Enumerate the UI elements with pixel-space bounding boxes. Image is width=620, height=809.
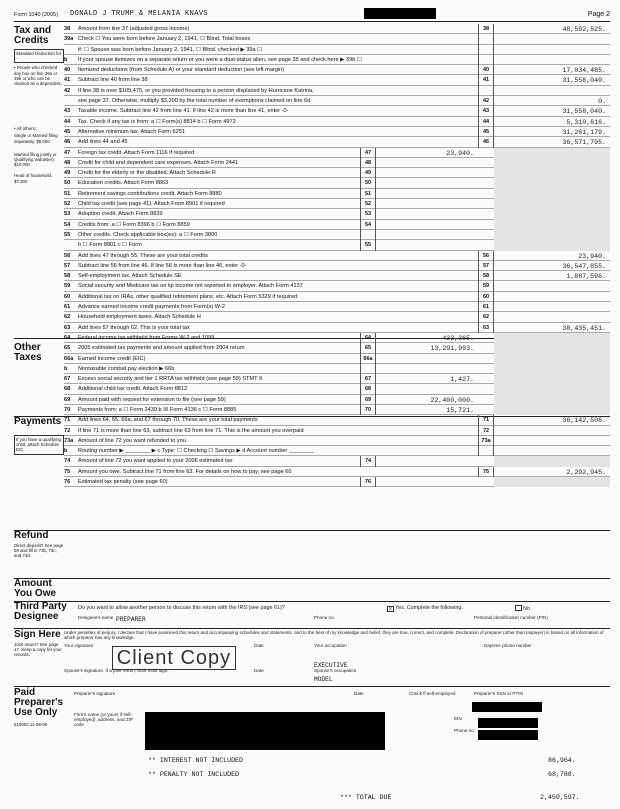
section-tax-credits: [14, 26, 64, 184]
redacted-ptin: [472, 702, 542, 712]
form-line: [64, 75, 610, 85]
mid-box-amount[interactable]: 13,291,993.: [430, 345, 474, 353]
right-box-amount[interactable]: 23,940.: [578, 252, 606, 260]
line-description: b ☐ Form 8801 c ☐ Form: [78, 242, 142, 249]
form-line: [64, 220, 610, 230]
total-due-value: 2,450,597.: [540, 794, 580, 801]
divider: [14, 601, 610, 602]
line-number: 60: [64, 293, 71, 300]
interest-note: ** INTEREST NOT INCLUDED: [148, 757, 243, 764]
mid-box-number: 51: [360, 189, 376, 199]
line-number: 74: [64, 458, 71, 465]
daytime-phone-label: Daytime phone number: [484, 643, 532, 648]
line-description: Payments from: a ☐ Form 2439 b ☒ Form 4136 c ☐ Form 8885: [78, 406, 237, 413]
right-box-number: 46: [478, 137, 494, 147]
line-items: [64, 24, 610, 487]
shaded-cell: [494, 395, 610, 405]
spouse-date-label: Date: [254, 668, 264, 673]
occupation-value: EXECUTIVE: [314, 662, 348, 669]
line-number: 72: [64, 427, 71, 434]
mid-box-number: [360, 230, 376, 240]
right-box-number: 42: [478, 96, 494, 106]
line-number: 75: [64, 468, 71, 475]
right-box-number: 56: [478, 251, 494, 261]
designee-name-label: Designee's name: [78, 615, 114, 620]
line-description: Taxable income. Subtract line 42 from line 41. If line 42 is more than line 41, enter -0-: [78, 108, 289, 115]
line-description: Additional tax on IRAs, other qualified retirement plans, etc. Attach Form 5329 if required: [78, 293, 298, 300]
designee-yes-text: Yes. Complete the following.: [395, 605, 463, 611]
form-line: [64, 65, 610, 75]
ptin-label: Preparer's SSN or PTIN: [474, 691, 523, 696]
form-line: [64, 364, 610, 374]
section-title: Amount You Owe: [14, 578, 57, 599]
line-description: Adoption credit. Attach Form 8839: [78, 211, 163, 218]
spouse-signature-label: Spouse's signature. If a joint return, both must sign.: [64, 668, 169, 673]
right-box-amount[interactable]: 0.: [598, 98, 606, 106]
redacted-phone: [478, 730, 538, 740]
form-line: [64, 456, 610, 466]
line-number: b: [64, 365, 68, 372]
line-description: Credit for child and dependent care expenses. Attach Form 2441: [78, 159, 239, 166]
section-title: Third Party Designee: [14, 601, 67, 622]
designee-name-value: PREPARER: [116, 616, 146, 623]
preparer-date-label: Date: [354, 691, 364, 696]
form-line: [64, 158, 610, 168]
form-line: [64, 24, 610, 34]
line-description: Household employment taxes. Attach Schedule H: [78, 314, 201, 321]
section-title: Sign Here: [14, 629, 61, 640]
form-line: [64, 45, 610, 55]
line-number: 39a: [64, 36, 74, 43]
line-number: 68: [64, 386, 71, 393]
line-description: Subtract line 40 from line 38: [78, 77, 148, 84]
mid-box-number: 64: [360, 333, 376, 343]
form-line: [64, 199, 610, 209]
checkbox-no[interactable]: [515, 605, 522, 611]
line-description: Estimated tax penalty (see page 60): [78, 479, 168, 486]
section-title: Refund: [14, 530, 49, 541]
spouse-occupation-value: MODEL: [314, 676, 333, 683]
right-box-amount[interactable]: 31,261,179.: [562, 128, 606, 136]
shaded-cell: [494, 199, 610, 209]
form-line: [64, 261, 610, 271]
line-number: 52: [64, 201, 71, 208]
eic-note: If you have a qualifying child, attach Schedule EIC.: [14, 435, 64, 455]
preparer-signature-label: Preparer's signature: [74, 691, 116, 696]
line-description: Excess social security and tier 1 RRTA tax withheld (see page 59) STMT 9: [78, 376, 263, 383]
line-description: Add lines 47 through 55. These are your total credits: [78, 252, 208, 259]
form-line: [64, 405, 610, 415]
penalty-note: ** PENALTY NOT INCLUDED: [148, 771, 240, 778]
line-description: Itemized deductions (from Schedule A) or your standard deduction (see left margin): [78, 67, 285, 74]
line-number: 69: [64, 396, 71, 403]
line-description: if: ☐ Spouse was born before January 2, 1941, ☐ Blind. checked ▶ 39a ☐: [78, 46, 263, 53]
mid-box-number: 50: [360, 178, 376, 188]
right-box-number: [478, 55, 494, 65]
shaded-cell: [494, 189, 610, 199]
line-description: Check ☐ You were born before January 2, 1941, ☐ Blind. Total boxes: [78, 36, 251, 43]
line-description: Credits from: a ☐ Form 8396 b ☐ Form 8859: [78, 221, 190, 228]
line-description: Other credits. Check applicable box(es): a ☐ Form 3800: [78, 231, 218, 238]
pin-label: Personal identification number (PIN): [474, 615, 548, 620]
designee-no-option[interactable]: [514, 605, 530, 612]
line-description: Add lines 57 through 62. This is your total tax: [78, 324, 190, 331]
divider: [14, 628, 610, 629]
right-box-number: 60: [478, 292, 494, 302]
shaded-cell: [494, 240, 610, 250]
direct-deposit-note: Direct deposit? See page 59 and fill in 73b, 73c, and 73d.: [14, 543, 64, 559]
line-number: 70: [64, 406, 71, 413]
redacted-ein: [478, 718, 538, 728]
line-description: If your spouse itemizes on a separate return or you were a dual-status alien, see page 35 and check here ▶ 39b ☐: [78, 56, 362, 63]
line-number: 58: [64, 273, 71, 280]
right-box-number: 71: [478, 415, 494, 425]
line-description: Routing number ▶ ________ ▶ c Type: ☐ Checking ☐ Savings ▶ d Account number ________: [78, 448, 314, 455]
designee-yes-option[interactable]: [386, 605, 463, 612]
form-line: [64, 148, 610, 158]
line-number: 59: [64, 283, 71, 290]
mid-box-number: 54: [360, 220, 376, 230]
all-others-label: • All others:: [14, 126, 37, 132]
line-description: Earned income credit (EIC): [78, 355, 146, 362]
penalty-value: 68,788.: [548, 771, 576, 778]
right-box-number: [478, 34, 494, 44]
section-payments: [14, 417, 64, 455]
form-line: [64, 354, 610, 364]
line-description: Social security and Medicare tax on tip income not reported to employer. Attach Form 4137: [78, 283, 303, 290]
right-box-number: 57: [478, 261, 494, 271]
third-party-area: [64, 604, 610, 628]
line-number: 41: [64, 77, 71, 84]
shaded-cell: [494, 364, 610, 374]
form-line: [64, 323, 610, 333]
line-number: 71: [64, 417, 71, 424]
mid-box-number: 55: [360, 240, 376, 250]
mid-box-number: [360, 364, 376, 374]
mid-box-number: 49: [360, 168, 376, 178]
line-description: Add lines 64, 65, 66a, and 67 through 70. These are your total payments: [78, 417, 258, 424]
form-line: [64, 168, 610, 178]
line-number: 53: [64, 211, 71, 218]
date-label: Date: [254, 643, 264, 648]
right-box-number: 61: [478, 302, 494, 312]
line-description: Add lines 44 and 45: [78, 139, 128, 146]
form-line: [64, 374, 610, 384]
mid-box-number: 48: [360, 158, 376, 168]
line-number: 51: [64, 190, 71, 197]
mid-box-number: 66a: [360, 354, 376, 364]
form-line: [64, 240, 610, 250]
mid-box-amount[interactable]: 433,365.: [442, 334, 474, 342]
right-box-number: 44: [478, 117, 494, 127]
form-line: [64, 384, 610, 394]
shaded-cell: [494, 178, 610, 188]
form-line: [64, 343, 610, 353]
right-box-number: 75: [478, 467, 494, 477]
self-employed-label: Check if self-employed: [409, 691, 456, 696]
your-signature-label: Your signature: [64, 643, 94, 648]
line-description: Education credits. Attach Form 8863: [78, 180, 169, 187]
right-box-amount[interactable]: 38,435,451.: [562, 324, 606, 332]
section-title: Tax and Credits: [14, 25, 52, 46]
mid-box-number: 67: [360, 374, 376, 384]
shaded-cell: [494, 374, 610, 384]
line-number: 40: [64, 67, 71, 74]
right-box-amount[interactable]: 36,547,855.: [562, 262, 606, 270]
section-refund: [14, 531, 64, 559]
interest-value: 86,964.: [548, 757, 576, 764]
right-box-amount[interactable]: 17,034,485.: [562, 67, 606, 75]
form-line: [64, 312, 610, 322]
checkbox-yes[interactable]: x: [387, 606, 394, 612]
right-box-number: [478, 446, 494, 456]
section-title: Other Taxes: [14, 342, 42, 363]
right-box-amount[interactable]: 2,292,945.: [566, 468, 606, 476]
form-line: [64, 271, 610, 281]
line-number: 43: [64, 108, 71, 115]
right-box-number: 62: [478, 312, 494, 322]
line-number: 61: [64, 304, 71, 311]
line-description: Subtract line 56 from line 46. If line 56 is more than line 46, enter -0-: [78, 262, 247, 269]
phone-no-label: Phone no.: [454, 728, 475, 733]
right-box-number: 73a: [478, 436, 494, 446]
line-number: 76: [64, 479, 71, 486]
line-number: 54: [64, 221, 71, 228]
line-description: Credit for the elderly or the disabled. Attach Schedule R: [78, 170, 216, 177]
mid-box-number: 47: [360, 148, 376, 158]
form-line: [64, 189, 610, 199]
mid-box-number: 74: [360, 456, 376, 466]
form-line: [64, 292, 610, 302]
line-number: 49: [64, 170, 71, 177]
line-description: If line 38 is over $109,475, or you provided housing to a person displaced by Hurricane Katrina,: [78, 87, 314, 94]
form-line: [64, 137, 610, 147]
mid-box-number: 70: [360, 405, 376, 415]
line-number: 44: [64, 118, 71, 125]
right-box-number: [478, 86, 494, 96]
mid-box-number: 53: [360, 209, 376, 219]
section-amount-owe: [14, 579, 64, 599]
line-description: 2005 estimated tax payments and amount applied from 2004 return: [78, 345, 245, 352]
mid-box-amount[interactable]: 23,940.: [446, 149, 474, 157]
mid-box-amount[interactable]: 15,721.: [446, 406, 474, 414]
mid-box-number: 69: [360, 395, 376, 405]
right-box-amount[interactable]: 31,558,040.: [562, 77, 606, 85]
line-number: 38: [64, 26, 71, 32]
occupation-label: Your occupation: [314, 643, 347, 648]
form-line: [64, 436, 610, 446]
right-box-number: 45: [478, 127, 494, 137]
line-description: Nontaxable combat pay election ▶ 66b: [78, 365, 175, 372]
line-number: 56: [64, 252, 71, 259]
mid-box-number: 65: [360, 343, 376, 353]
designee-no-text: No: [523, 606, 530, 612]
line-description: Self-employment tax. Attach Schedule SE: [78, 273, 182, 280]
divider: [14, 578, 610, 579]
hoh-amount: Head of household, $7,300: [14, 173, 53, 184]
form-line: [64, 106, 610, 116]
mid-box-number: 68: [360, 384, 376, 394]
mid-box-amount[interactable]: 1,427.: [450, 376, 474, 384]
shaded-cell: [494, 384, 610, 394]
line-description: Child tax credit (see page 41). Attach Form 8901 if required: [78, 201, 225, 208]
line-number: 65: [64, 345, 71, 352]
form-line: [64, 467, 610, 477]
shaded-cell: [494, 220, 610, 230]
line-description: Amount of line 72 you want refunded to you: [78, 437, 186, 444]
form-header: [14, 8, 610, 22]
line-number: 55: [64, 231, 71, 238]
form-line: [64, 96, 610, 106]
right-box-number: 63: [478, 323, 494, 333]
line-number: 67: [64, 376, 71, 383]
right-box-number: 58: [478, 271, 494, 281]
line-description: Advance earned income credit payments from Form(s) W-2: [78, 304, 225, 311]
shaded-cell: [494, 456, 610, 466]
line-number: 50: [64, 180, 71, 187]
line-number: 48: [64, 159, 71, 166]
mid-box-number: 76: [360, 477, 376, 487]
perjury-statement: Under penalties of perjury, I declare that I have examined this return and accompanying schedules and statements, and to the best of my knowledge and belief, they are true, correct, and complete. Declaration of preparer (other than taxpayer) is based on all information of which preparer has any knowledge.: [64, 630, 604, 640]
line-description: Tax. Check if any tax is from: a ☐ Form(s) 8814 b ☐ Form 4972: [78, 118, 236, 125]
line-description: see page 37. Otherwise, multiply $3,200 by the total number of exemptions claimed on line 6d: [78, 98, 311, 105]
form-line: [64, 333, 610, 343]
shaded-cell: [494, 209, 610, 219]
form-line: [64, 251, 610, 261]
right-box-number: 59: [478, 281, 494, 291]
right-box-number: 72: [478, 426, 494, 436]
form-line: [64, 395, 610, 405]
phone-label: Phone no.: [314, 615, 335, 620]
right-box-amount[interactable]: 1,887,596.: [566, 273, 606, 281]
form-line: [64, 426, 610, 436]
total-due-label: *** TOTAL DUE: [340, 794, 392, 801]
shaded-cell: [494, 158, 610, 168]
spouse-occupation-label: Spouse's occupation: [314, 668, 357, 673]
std-deduction-note: • People who checked any box on line 39a or 39b or who can be claimed as a dependent,: [14, 65, 62, 87]
right-box-number: 43: [478, 106, 494, 116]
shaded-cell: [494, 333, 610, 343]
section-sign-here: [14, 630, 64, 658]
shaded-cell: [494, 230, 610, 240]
line-number: 62: [64, 314, 71, 321]
line-number: b: [64, 448, 68, 455]
taxpayer-names: DONALD J TRUMP & MELANIA KNAVS: [70, 10, 209, 18]
ein-label: EIN: [454, 716, 462, 721]
line-description: Federal income tax withheld from Forms W-2 and 1099: [78, 334, 215, 341]
form-line: [64, 55, 610, 65]
line-number: 47: [64, 149, 71, 156]
right-box-number: 41: [478, 75, 494, 85]
line-number: 66a: [64, 355, 74, 362]
form-line: [64, 302, 610, 312]
form-line: [64, 178, 610, 188]
form-line: [64, 34, 610, 44]
line-number: 46: [64, 139, 71, 146]
client-copy-stamp: Client Copy: [112, 646, 236, 670]
right-box-number: [478, 45, 494, 55]
form-line: [64, 415, 610, 425]
line-description: Amount you owe. Subtract line 71 from line 63. For details on how to pay, see page 60: [78, 468, 292, 475]
section-title: Paid Preparer's Use Only: [14, 687, 64, 718]
line-description: Retirement savings contributions credit. Attach Form 8880: [78, 190, 222, 197]
form-number: Form 1040 (2005): [14, 12, 59, 18]
line-number: 42: [64, 87, 71, 94]
form-line: [64, 86, 610, 96]
line-number: b: [64, 56, 68, 63]
std-deduction-label: Standard Deduction for -: [14, 49, 64, 63]
line-number: 57: [64, 262, 71, 269]
mfj-amount: Married filing jointly or Qualifying widow(er), $10,000: [14, 151, 57, 168]
firm-label: Firm's name (or yours if self-employed), address, and ZIP code: [74, 712, 133, 728]
section-title: Payments: [14, 416, 62, 427]
right-box-amount[interactable]: 5,310,616.: [566, 118, 606, 126]
right-box-amount[interactable]: 48,592,525.: [562, 26, 606, 33]
shaded-cell: [494, 354, 610, 364]
right-box-amount[interactable]: 31,558,040.: [562, 108, 606, 116]
section-paid-preparer: [14, 688, 64, 727]
form-line: [64, 281, 610, 291]
right-box-number: 38: [478, 24, 494, 34]
right-box-amount[interactable]: 36,142,506.: [562, 417, 606, 425]
redacted-ssn: [364, 8, 436, 19]
sign-note: Joint return? See page 17. Keep a copy for your records.: [14, 642, 62, 658]
shaded-cell: [494, 477, 610, 487]
right-box-amount[interactable]: 36,571,795.: [562, 139, 606, 147]
line-number: 63: [64, 324, 71, 331]
single-amount: Single or Married filing separately, $5,000: [14, 133, 58, 144]
line-description: If line 71 is more than line 63, subtract line 63 from line 71. This is the amount you overpaid: [78, 427, 304, 434]
mid-box-amount[interactable]: 22,400,000.: [430, 396, 474, 404]
page-number: Page 2: [587, 11, 610, 18]
line-description: Foreign tax credit. Attach Form 1116 if required: [78, 149, 195, 156]
line-description: Amount from line 37 (adjusted gross income): [78, 26, 190, 32]
shaded-cell: [494, 168, 610, 178]
line-description: Amount paid with request for extension to file (see page 59): [78, 396, 226, 403]
section-other-taxes: [14, 343, 64, 363]
shaded-cell: [494, 148, 610, 158]
form-line: [64, 117, 610, 127]
line-number: 64: [64, 334, 71, 341]
form-line: [64, 127, 610, 137]
line-description: Additional child tax credit. Attach Form 8812: [78, 386, 188, 393]
line-number: 45: [64, 128, 71, 135]
shaded-cell: [494, 343, 610, 353]
mid-box-number: 52: [360, 199, 376, 209]
line-description: Amount of line 72 you want applied to your 2006 estimated tax: [78, 458, 233, 465]
line-number: 73a: [64, 437, 74, 444]
shaded-cell: [494, 405, 610, 415]
form-line: [64, 477, 610, 487]
form-line: [64, 209, 610, 219]
line-description: Alternative minimum tax. Attach Form 6251: [78, 128, 185, 135]
form-code: 510002 11-08-05: [14, 722, 48, 727]
divider: [14, 530, 610, 531]
redacted-firm: [145, 712, 385, 750]
right-box-number: 40: [478, 65, 494, 75]
designee-question: Do you want to allow another person to discuss this return with the IRS (see page 61)?: [78, 605, 285, 611]
form-line: [64, 446, 610, 456]
form-line: [64, 230, 610, 240]
divider: [14, 686, 610, 687]
